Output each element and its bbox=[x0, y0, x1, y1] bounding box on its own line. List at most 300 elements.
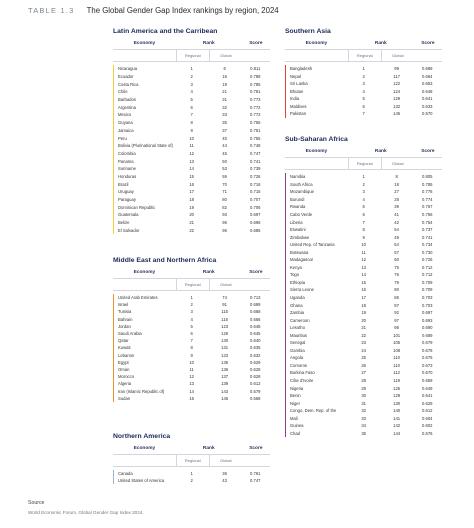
score: 0.697 bbox=[250, 212, 261, 218]
economy-name: Ecuador bbox=[118, 74, 134, 80]
global-rank: 82 bbox=[222, 204, 227, 210]
global-rank: 133 bbox=[221, 352, 229, 358]
global-rank: 86 bbox=[394, 295, 399, 301]
col-regional: Regional bbox=[348, 158, 381, 169]
global-rank: 115 bbox=[221, 309, 228, 315]
economy-name: Guatemala bbox=[118, 212, 139, 218]
economy-name: Pakistan bbox=[290, 111, 307, 117]
global-rank: 28 bbox=[394, 196, 399, 202]
table-title: The Global Gender Gap Index rankings by region, 2024 bbox=[86, 6, 279, 15]
table-row bbox=[114, 330, 270, 337]
global-rank: 27 bbox=[394, 189, 399, 195]
score: 0.755 bbox=[250, 135, 261, 141]
region-title: Southern Asia bbox=[285, 28, 331, 35]
global-rank: 33 bbox=[222, 112, 227, 118]
global-rank: 105 bbox=[393, 340, 401, 346]
global-rank: 32 bbox=[222, 104, 227, 110]
regional-rank: 16 bbox=[189, 181, 194, 187]
regional-rank: 32 bbox=[361, 408, 366, 414]
table-row bbox=[286, 203, 442, 211]
table-row bbox=[286, 316, 442, 324]
economy-name: Brazil bbox=[118, 181, 129, 187]
table-row bbox=[114, 103, 270, 111]
score: 0.632 bbox=[250, 352, 261, 358]
score: 0.715 bbox=[250, 189, 261, 195]
table-row bbox=[114, 88, 270, 96]
global-rank: 43 bbox=[222, 478, 227, 484]
regional-rank: 11 bbox=[189, 366, 194, 372]
global-rank: 137 bbox=[221, 374, 229, 380]
regional-rank: 9 bbox=[190, 352, 193, 358]
global-rank: 99 bbox=[394, 66, 399, 72]
regional-rank: 26 bbox=[361, 362, 366, 368]
economy-name: Algeria bbox=[118, 381, 132, 387]
score: 0.604 bbox=[422, 415, 433, 421]
table-row bbox=[114, 119, 270, 127]
global-rank: 97 bbox=[394, 317, 399, 323]
global-rank: 76 bbox=[394, 272, 399, 278]
economy-name: Zimbabwe bbox=[290, 234, 310, 240]
table-row bbox=[286, 95, 442, 103]
table-row bbox=[286, 88, 442, 96]
score: 0.707 bbox=[250, 197, 261, 203]
regional-rank: 27 bbox=[361, 370, 366, 376]
global-rank: 144 bbox=[393, 430, 401, 436]
regional-rank: 7 bbox=[190, 112, 193, 118]
table-row bbox=[286, 264, 442, 272]
economy-name: Botswana bbox=[290, 249, 309, 255]
table-body bbox=[113, 65, 270, 234]
col-rank: Rank bbox=[374, 41, 387, 46]
table-row bbox=[286, 301, 442, 309]
regional-rank: 17 bbox=[361, 295, 366, 301]
table-row bbox=[114, 111, 270, 119]
table-row bbox=[286, 377, 442, 385]
region-table-sa bbox=[285, 25, 442, 118]
regional-rank: 15 bbox=[189, 395, 194, 401]
regional-rank: 3 bbox=[190, 81, 193, 87]
table-subhead bbox=[113, 455, 270, 467]
col-economy: Economy bbox=[305, 149, 328, 154]
global-rank: 18 bbox=[394, 181, 399, 187]
global-rank: 42 bbox=[394, 219, 399, 225]
table-header bbox=[28, 6, 279, 18]
regional-rank: 7 bbox=[362, 111, 365, 117]
score: 0.785 bbox=[250, 81, 261, 87]
global-rank: 123 bbox=[221, 323, 229, 329]
global-rank: 93 bbox=[222, 212, 227, 218]
economy-name: Morocco bbox=[118, 374, 135, 380]
regional-rank: 14 bbox=[361, 272, 366, 278]
global-rank: 110 bbox=[393, 355, 400, 361]
economy-name: Colombia bbox=[118, 150, 136, 156]
economy-name: Maldives bbox=[290, 103, 307, 109]
economy-name: Uganda bbox=[290, 295, 305, 301]
regional-rank: 20 bbox=[361, 317, 366, 323]
economy-name: Cameroon bbox=[290, 317, 310, 323]
global-rank: 41 bbox=[394, 212, 399, 217]
table-row bbox=[286, 233, 442, 241]
global-rank: 128 bbox=[393, 393, 401, 399]
regional-rank: 4 bbox=[362, 88, 365, 94]
score: 0.664 bbox=[422, 73, 433, 79]
score: 0.699 bbox=[250, 302, 261, 308]
table-row bbox=[286, 110, 442, 118]
table-row bbox=[114, 142, 270, 150]
global-rank: 92 bbox=[394, 310, 399, 316]
score: 0.726 bbox=[422, 257, 433, 263]
table-row bbox=[286, 188, 442, 196]
regional-rank: 13 bbox=[189, 158, 194, 164]
global-rank: 31 bbox=[222, 97, 227, 103]
table-row bbox=[114, 180, 270, 188]
global-rank: 125 bbox=[393, 385, 401, 391]
economy-name: Chile bbox=[118, 89, 128, 95]
regional-rank: 11 bbox=[189, 143, 194, 149]
score: 0.730 bbox=[422, 249, 433, 255]
regional-rank: 1 bbox=[190, 295, 193, 301]
col-score: Score bbox=[249, 446, 263, 451]
score: 0.568 bbox=[250, 395, 261, 401]
table-row bbox=[114, 211, 270, 219]
global-rank: 129 bbox=[393, 96, 401, 102]
global-rank: 44 bbox=[222, 143, 227, 149]
regional-rank: 1 bbox=[362, 174, 365, 180]
col-rank: Rank bbox=[202, 446, 215, 451]
economy-name: Guyana bbox=[118, 120, 133, 126]
economy-name: Burkina Faso bbox=[290, 370, 315, 376]
table-row bbox=[114, 323, 270, 330]
table-row bbox=[286, 347, 442, 355]
score: 0.757 bbox=[422, 204, 433, 210]
score: 0.741 bbox=[250, 158, 261, 164]
global-rank: 21 bbox=[222, 89, 227, 95]
table-row bbox=[114, 470, 270, 477]
economy-name: Bolivia (Plurinational State of) bbox=[118, 143, 173, 149]
table-body bbox=[113, 470, 270, 484]
table-label: TABLE 1.3 bbox=[28, 6, 75, 15]
global-rank: 126 bbox=[221, 331, 229, 337]
economy-name: Jamaica bbox=[118, 127, 134, 133]
global-rank: 145 bbox=[393, 111, 401, 117]
score: 0.703 bbox=[422, 295, 433, 301]
regional-rank: 23 bbox=[361, 340, 366, 346]
source-label: Source bbox=[28, 500, 45, 506]
global-rank: 136 bbox=[221, 366, 229, 372]
regional-rank: 18 bbox=[189, 197, 194, 203]
global-rank: 57 bbox=[394, 249, 399, 255]
global-rank: 70 bbox=[222, 181, 227, 187]
economy-name: Sudan bbox=[118, 395, 131, 401]
region-title: Middle East and Northern Africa bbox=[113, 257, 217, 264]
score: 0.670 bbox=[422, 370, 433, 376]
regional-rank: 2 bbox=[190, 74, 193, 80]
table-row bbox=[286, 430, 442, 438]
global-rank: 80 bbox=[394, 287, 399, 293]
regional-rank: 14 bbox=[189, 388, 194, 394]
global-rank: 119 bbox=[393, 378, 400, 384]
table-row bbox=[286, 369, 442, 377]
table-row bbox=[286, 181, 442, 189]
table-row bbox=[114, 359, 270, 366]
region-title: Sub-Saharan Africa bbox=[285, 136, 348, 143]
regional-rank: 9 bbox=[190, 127, 193, 133]
table-row bbox=[114, 380, 270, 387]
score: 0.788 bbox=[250, 74, 261, 80]
economy-name: Benin bbox=[290, 393, 301, 399]
table-row bbox=[286, 422, 442, 430]
regional-rank: 7 bbox=[190, 338, 193, 344]
regional-rank: 35 bbox=[361, 430, 366, 436]
economy-name: Jordan bbox=[118, 323, 131, 329]
table-head bbox=[113, 443, 270, 455]
global-rank: 117 bbox=[393, 73, 400, 79]
regional-rank: 2 bbox=[362, 73, 365, 79]
global-rank: 35 bbox=[222, 120, 227, 126]
score: 0.761 bbox=[250, 471, 261, 477]
col-rank: Rank bbox=[202, 270, 215, 275]
global-rank: 110 bbox=[393, 362, 400, 368]
score: 0.628 bbox=[250, 374, 261, 380]
score: 0.678 bbox=[422, 347, 433, 353]
economy-name: United States of America bbox=[118, 478, 165, 484]
economy-name: Eswatini bbox=[290, 227, 306, 233]
economy-name: Bahrain bbox=[118, 316, 133, 322]
regional-rank: 19 bbox=[361, 310, 366, 316]
score: 0.633 bbox=[422, 103, 433, 109]
economy-name: Senegal bbox=[290, 340, 306, 346]
global-rank: 39 bbox=[394, 204, 399, 210]
table-subhead bbox=[285, 50, 442, 62]
regional-rank: 19 bbox=[189, 204, 194, 210]
score: 0.628 bbox=[250, 366, 261, 372]
col-rank: Rank bbox=[374, 149, 387, 154]
global-rank: 142 bbox=[393, 423, 401, 429]
score: 0.773 bbox=[250, 97, 261, 103]
score: 0.776 bbox=[422, 189, 433, 195]
col-global: Global bbox=[381, 50, 414, 61]
score: 0.641 bbox=[422, 96, 433, 102]
table-row bbox=[114, 226, 270, 234]
economy-name: Angola bbox=[290, 355, 304, 361]
global-rank: 96 bbox=[222, 227, 227, 233]
regional-rank: 6 bbox=[362, 212, 365, 217]
col-economy: Economy bbox=[305, 41, 328, 46]
score: 0.706 bbox=[250, 204, 261, 210]
table-row bbox=[114, 337, 270, 344]
global-rank: 54 bbox=[394, 242, 399, 248]
score: 0.697 bbox=[422, 310, 433, 316]
score: 0.805 bbox=[422, 174, 433, 180]
regional-rank: 29 bbox=[361, 385, 366, 391]
score: 0.648 bbox=[422, 88, 433, 94]
score: 0.645 bbox=[250, 331, 261, 337]
regional-rank: 1 bbox=[190, 66, 193, 72]
regional-rank: 8 bbox=[190, 120, 193, 126]
global-rank: 8 bbox=[395, 174, 398, 180]
region-title: Northern America bbox=[113, 433, 171, 440]
economy-name: Barbados bbox=[118, 97, 136, 103]
score: 0.741 bbox=[422, 234, 433, 240]
col-regional: Regional bbox=[348, 50, 381, 61]
regional-rank: 8 bbox=[362, 227, 365, 233]
table-row bbox=[286, 286, 442, 294]
global-rank: 87 bbox=[394, 302, 399, 308]
economy-name: Mauritius bbox=[290, 332, 307, 338]
table-row bbox=[114, 352, 270, 359]
table-row bbox=[286, 173, 442, 181]
regional-rank: 20 bbox=[189, 212, 194, 218]
regional-rank: 33 bbox=[361, 415, 366, 421]
score: 0.774 bbox=[422, 196, 433, 202]
score: 0.781 bbox=[250, 89, 261, 95]
economy-name: Qatar bbox=[118, 338, 129, 344]
economy-name: Panama bbox=[118, 158, 134, 164]
regional-rank: 17 bbox=[189, 189, 194, 195]
global-rank: 108 bbox=[393, 347, 401, 353]
table-body bbox=[285, 173, 442, 437]
table-row bbox=[114, 387, 270, 394]
score: 0.690 bbox=[422, 325, 433, 331]
global-rank: 6 bbox=[223, 66, 226, 72]
table-row bbox=[286, 279, 442, 287]
col-score: Score bbox=[421, 41, 435, 46]
economy-name: Cabo Verde bbox=[290, 212, 313, 217]
economy-name: Guinea bbox=[290, 423, 304, 429]
global-rank: 143 bbox=[221, 388, 229, 394]
score: 0.635 bbox=[250, 345, 261, 351]
table-head bbox=[285, 38, 442, 50]
economy-name: India bbox=[290, 96, 300, 102]
score: 0.811 bbox=[250, 66, 261, 72]
table-row bbox=[286, 362, 442, 370]
score: 0.747 bbox=[250, 478, 261, 484]
score: 0.748 bbox=[250, 143, 261, 149]
table-row bbox=[286, 226, 442, 234]
regional-rank: 6 bbox=[362, 103, 365, 109]
source-text: World Economic Forum, Global Gender Gap Index 2024. bbox=[28, 510, 144, 515]
global-rank: 49 bbox=[394, 234, 399, 240]
regional-rank: 3 bbox=[362, 81, 365, 87]
table-row bbox=[286, 248, 442, 256]
regional-rank: 13 bbox=[361, 264, 366, 270]
global-rank: 98 bbox=[394, 325, 399, 331]
economy-name: Chad bbox=[290, 430, 301, 436]
table-row bbox=[114, 395, 270, 402]
region-table-na bbox=[113, 430, 270, 484]
col-score: Score bbox=[249, 270, 263, 275]
economy-name: Mali bbox=[290, 415, 298, 421]
economy-name: Côte d'Ivoire bbox=[290, 378, 314, 384]
economy-name: Congo, Dem. Rep. of the bbox=[290, 408, 337, 414]
economy-name: Ethiopia bbox=[290, 279, 306, 285]
global-rank: 71 bbox=[222, 189, 227, 195]
table-row bbox=[114, 188, 270, 196]
global-rank: 16 bbox=[222, 74, 227, 80]
regional-rank: 25 bbox=[361, 355, 366, 361]
table-row bbox=[114, 80, 270, 88]
economy-name: Sierra Leone bbox=[290, 287, 314, 293]
global-rank: 130 bbox=[393, 400, 401, 406]
economy-name: Kenya bbox=[290, 264, 302, 270]
global-rank: 59 bbox=[222, 173, 227, 179]
table-row bbox=[114, 316, 270, 323]
economy-name: Belize bbox=[118, 220, 130, 226]
score: 0.689 bbox=[422, 332, 433, 338]
table-row bbox=[114, 196, 270, 204]
score: 0.756 bbox=[422, 212, 433, 217]
score: 0.685 bbox=[250, 227, 261, 233]
global-rank: 124 bbox=[393, 88, 401, 94]
global-rank: 50 bbox=[222, 158, 227, 164]
col-score: Score bbox=[249, 41, 263, 46]
region-table-mena bbox=[113, 254, 270, 402]
regional-rank: 21 bbox=[189, 220, 194, 226]
table-row bbox=[114, 150, 270, 158]
col-regional: Regional bbox=[176, 279, 209, 290]
score: 0.629 bbox=[250, 359, 261, 365]
regional-rank: 12 bbox=[361, 257, 366, 263]
global-rank: 141 bbox=[393, 415, 401, 421]
score: 0.640 bbox=[250, 338, 261, 344]
global-rank: 145 bbox=[221, 395, 229, 401]
global-rank: 131 bbox=[221, 345, 229, 351]
global-rank: 91 bbox=[222, 302, 227, 308]
score: 0.629 bbox=[422, 400, 433, 406]
economy-name: Kuwait bbox=[118, 345, 131, 351]
economy-name: Burundi bbox=[290, 196, 305, 202]
region-table-latin bbox=[113, 25, 270, 234]
global-rank: 60 bbox=[394, 257, 399, 263]
table-row bbox=[114, 134, 270, 142]
score: 0.641 bbox=[422, 393, 433, 399]
regional-rank: 5 bbox=[362, 204, 365, 210]
regional-rank: 11 bbox=[361, 249, 366, 255]
economy-name: United Arab Emirates bbox=[118, 295, 158, 301]
global-rank: 74 bbox=[222, 295, 227, 301]
regional-rank: 22 bbox=[361, 332, 366, 338]
regional-rank: 13 bbox=[189, 381, 194, 387]
economy-name: Gambia bbox=[290, 347, 305, 353]
regional-rank: 3 bbox=[190, 309, 193, 315]
economy-name: Israel bbox=[118, 302, 129, 308]
score: 0.739 bbox=[250, 166, 261, 172]
regional-rank: 15 bbox=[189, 173, 194, 179]
score: 0.737 bbox=[422, 227, 433, 233]
table-row bbox=[286, 415, 442, 423]
table-row bbox=[114, 344, 270, 351]
score: 0.579 bbox=[250, 388, 261, 394]
economy-name: Zambia bbox=[290, 310, 304, 316]
economy-name: Paraguay bbox=[118, 197, 136, 203]
global-rank: 139 bbox=[221, 381, 229, 387]
regional-rank: 3 bbox=[362, 189, 365, 195]
economy-name: Nicaragua bbox=[118, 66, 138, 72]
col-global: Global bbox=[209, 279, 242, 290]
table-row bbox=[286, 339, 442, 347]
economy-name: Bhutan bbox=[290, 88, 304, 94]
regional-rank: 6 bbox=[190, 104, 193, 110]
table-row bbox=[286, 392, 442, 400]
economy-name: Lesotho bbox=[290, 325, 305, 331]
score: 0.679 bbox=[422, 340, 433, 346]
table-row bbox=[114, 157, 270, 165]
global-rank: 116 bbox=[221, 316, 228, 322]
score: 0.712 bbox=[422, 272, 433, 278]
table-row bbox=[114, 165, 270, 173]
score: 0.761 bbox=[250, 127, 261, 133]
table-row bbox=[286, 65, 442, 73]
